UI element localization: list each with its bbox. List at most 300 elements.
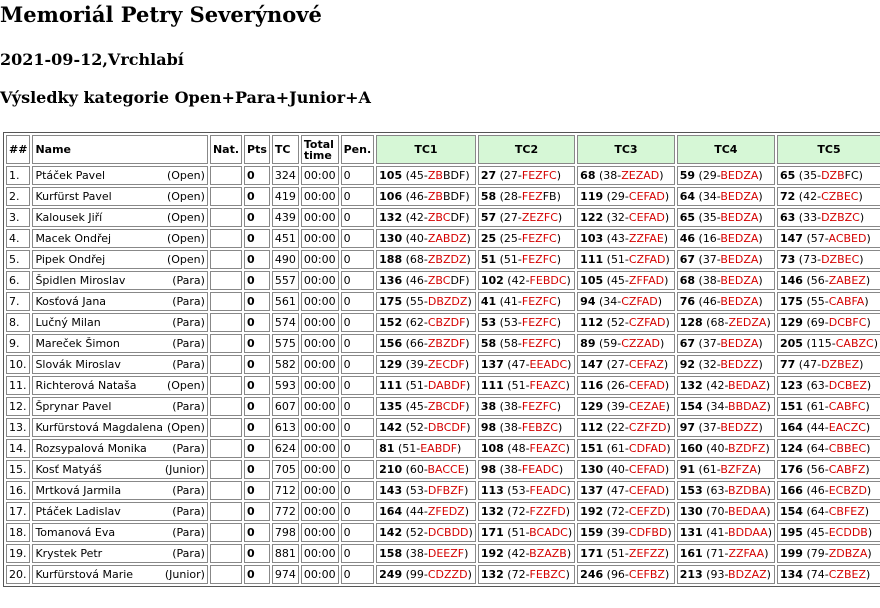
- tc-codes-rest: BDF: [442, 190, 466, 203]
- tc-codes: FEZFC: [521, 337, 557, 350]
- row-tc1: 142 (52-DBCDF): [376, 418, 476, 437]
- row-tc: 582: [272, 355, 299, 374]
- tc-points: 51-: [610, 253, 629, 266]
- competitor-category: (Para): [172, 505, 205, 518]
- row-pts: 0: [244, 460, 270, 479]
- tc-total: 92: [679, 358, 696, 371]
- row-tc: 607: [272, 397, 299, 416]
- tc-codes: ECDDB: [828, 526, 868, 539]
- tc-codes: CABFA: [828, 295, 865, 308]
- row-nat: [210, 250, 242, 269]
- row-pts: 0: [244, 565, 270, 584]
- tc-points: 29-: [702, 169, 721, 182]
- tc-points: 61-: [810, 400, 829, 413]
- table-row: [6, 565, 880, 584]
- tc-total: 142: [379, 421, 403, 434]
- tc-codes: DABDF: [427, 379, 467, 392]
- tc-points: 56-: [810, 274, 829, 287]
- tc-total: 164: [780, 421, 803, 434]
- tc-total: 81: [379, 442, 395, 455]
- tc-points: 99-: [409, 568, 428, 581]
- row-tc4: 160 (40-BZDFZ): [677, 439, 775, 458]
- row-pen: 0: [341, 187, 375, 206]
- tc-codes: ZEZFC: [521, 211, 558, 224]
- tc-codes-rest: DF: [450, 211, 466, 224]
- tc-total: 147: [580, 358, 604, 371]
- row-tc1: 188 (68-ZBZDZ): [376, 250, 476, 269]
- tc-codes: CEFAD: [628, 190, 665, 203]
- row-time: 00:00: [301, 481, 339, 500]
- row-tc3: 171 (51-ZEFZZ): [577, 544, 675, 563]
- row-tc5: 65 (35-DZBFC): [777, 166, 880, 185]
- tc-total: 98: [480, 421, 497, 434]
- row-name-cell: [32, 397, 208, 416]
- tc-codes: FEBZC: [521, 421, 558, 434]
- tc-codes: ZBC: [427, 274, 451, 287]
- tc-points: 38-: [702, 274, 721, 287]
- row-tc1: 156 (66-ZBZDF): [376, 334, 476, 353]
- row-tc: 490: [272, 250, 299, 269]
- tc-total: 176: [780, 463, 803, 476]
- table-row: [6, 355, 880, 374]
- competitor-name: Ptáček Pavel: [35, 169, 106, 182]
- tc-points: 42-: [710, 379, 729, 392]
- row-nat: [210, 418, 242, 437]
- tc-codes: FEADC: [529, 484, 567, 497]
- row-tc4: 153 (63-BZDBA): [677, 481, 775, 500]
- tc-total: 131: [679, 526, 703, 539]
- row-pen: 0: [341, 439, 375, 458]
- tc-points: 45-: [409, 400, 428, 413]
- tc-points: 47-: [511, 358, 530, 371]
- tc-total: 195: [780, 526, 803, 539]
- tc-total: 53: [480, 316, 497, 329]
- row-number: 7.: [6, 292, 30, 311]
- tc-total: 132: [480, 568, 504, 581]
- tc-points: 51-: [409, 379, 428, 392]
- tc-points: 64-: [810, 442, 829, 455]
- tc-total: 130: [580, 463, 604, 476]
- row-tc5: 175 (55-CABFA): [777, 292, 880, 311]
- row-tc5: 146 (56-ZABEZ): [777, 271, 880, 290]
- row-number: 20.: [6, 565, 30, 584]
- tc-codes: BEDZA: [720, 295, 759, 308]
- tc-points: 64-: [810, 505, 829, 518]
- tc-points: 45-: [810, 526, 829, 539]
- tc-points: 59-: [603, 337, 622, 350]
- row-tc: 974: [272, 565, 299, 584]
- tc-total: 41: [480, 295, 497, 308]
- row-tc5: 199 (79-ZDBZA): [777, 544, 880, 563]
- tc-points: 38-: [503, 400, 522, 413]
- row-time: 00:00: [301, 523, 339, 542]
- tc-total: 129: [379, 358, 403, 371]
- tc-codes: BEDZA: [720, 190, 759, 203]
- tc-points: 35-: [803, 169, 822, 182]
- tc-points: 34-: [710, 400, 729, 413]
- row-nat: [210, 355, 242, 374]
- row-tc4: 131 (41-BDDAA): [677, 523, 775, 542]
- row-tc1: 136 (46-ZBCDF): [376, 271, 476, 290]
- tc-total: 175: [780, 295, 803, 308]
- row-pen: 0: [341, 460, 375, 479]
- row-pen: 0: [341, 313, 375, 332]
- row-pts: 0: [244, 418, 270, 437]
- row-tc5: 72 (42-CZBEC): [777, 187, 880, 206]
- col-num: ##: [6, 135, 30, 164]
- tc-points: 39-: [610, 526, 629, 539]
- col-tc5: TC5: [777, 135, 880, 164]
- competitor-name: Krystek Petr: [35, 547, 103, 560]
- tc-codes: BEDZA: [720, 211, 759, 224]
- table-row: [6, 439, 880, 458]
- row-pen: 0: [341, 418, 375, 437]
- tc-total: 249: [379, 568, 403, 581]
- row-tc: 575: [272, 334, 299, 353]
- row-time: 00:00: [301, 397, 339, 416]
- row-pen: 0: [341, 502, 375, 521]
- competitor-category: (Para): [172, 337, 205, 350]
- row-tc5: 195 (45-ECDDB): [777, 523, 880, 542]
- table-row: [6, 250, 880, 269]
- row-tc3: 105 (45-ZFFAD): [577, 271, 675, 290]
- row-nat: [210, 439, 242, 458]
- tc-total: 124: [780, 442, 803, 455]
- tc-points: 34-: [603, 295, 622, 308]
- competitor-name: Tomanová Eva: [35, 526, 116, 539]
- row-number: 11.: [6, 376, 30, 395]
- row-name-cell: [32, 502, 208, 521]
- tc-codes: BEDAZ: [728, 379, 766, 392]
- tc-codes: EEADC: [529, 358, 568, 371]
- row-pen: 0: [341, 376, 375, 395]
- tc-points: 39-: [610, 400, 629, 413]
- tc-codes: CBZDF: [427, 316, 466, 329]
- tc-total: 102: [480, 274, 504, 287]
- row-tc1: 81 (51-EABDF): [376, 439, 476, 458]
- tc-codes: BZDBA: [728, 484, 767, 497]
- row-time: 00:00: [301, 439, 339, 458]
- tc-points: 46-: [702, 295, 721, 308]
- tc-codes: FEBDC: [529, 274, 567, 287]
- row-tc: 798: [272, 523, 299, 542]
- tc-total: 123: [780, 379, 803, 392]
- row-tc3: 119 (29-CEFAD): [577, 187, 675, 206]
- tc-total: 58: [480, 190, 497, 203]
- col-total-time: Total time: [301, 135, 339, 164]
- tc-codes: FEZFC: [521, 169, 557, 182]
- tc-codes: FZZFD: [529, 505, 566, 518]
- tc-points: 39-: [409, 358, 428, 371]
- tc-codes: ZEDZA: [728, 316, 767, 329]
- row-tc1: 111 (51-DABDF): [376, 376, 476, 395]
- row-tc1: 175 (55-DBZDZ): [376, 292, 476, 311]
- tc-codes: EACZC: [828, 421, 866, 434]
- tc-total: 146: [780, 274, 803, 287]
- row-tc4: 154 (34-BBDAZ): [677, 397, 775, 416]
- tc-codes: ZFEDZ: [427, 505, 465, 518]
- row-tc4: 67 (37-BEDZA): [677, 250, 775, 269]
- table-row: [6, 523, 880, 542]
- tc-total: 129: [580, 400, 604, 413]
- tc-total: 130: [679, 505, 703, 518]
- row-tc5: 166 (46-ECBZD): [777, 481, 880, 500]
- tc-codes: CZZAD: [621, 337, 660, 350]
- competitor-category: (Para): [172, 442, 205, 455]
- col-pen: Pen.: [341, 135, 375, 164]
- competitor-category: (Para): [172, 526, 205, 539]
- tc-codes: FEZFC: [521, 253, 557, 266]
- tc-points: 51-: [511, 526, 530, 539]
- row-tc4: 68 (38-BEDZA): [677, 271, 775, 290]
- tc-total: 137: [480, 358, 504, 371]
- tc-codes: DCBFC: [828, 316, 867, 329]
- row-tc: 613: [272, 418, 299, 437]
- tc-points: 72-: [511, 505, 530, 518]
- row-tc4: 92 (32-BEDZZ): [677, 355, 775, 374]
- row-tc: 705: [272, 460, 299, 479]
- tc-total: 89: [580, 337, 596, 350]
- row-tc2: 41 (41-FEZFC): [478, 292, 575, 311]
- tc-total: 153: [679, 484, 703, 497]
- tc-codes: BEDZA: [720, 337, 759, 350]
- tc-codes: ZABEZ: [828, 274, 866, 287]
- tc-points: 45-: [610, 274, 629, 287]
- tc-total: 46: [679, 232, 696, 245]
- tc-points: 46-: [409, 190, 428, 203]
- tc-codes: EABDF: [420, 442, 458, 455]
- row-tc2: 98 (38-FEBZC): [478, 418, 575, 437]
- tc-points: 71-: [710, 547, 729, 560]
- row-number: 15.: [6, 460, 30, 479]
- row-tc5: 151 (61-CABFC): [777, 397, 880, 416]
- tc-points: 53-: [511, 484, 530, 497]
- tc-total: 91: [679, 463, 696, 476]
- row-tc4: 213 (93-BDZAZ): [677, 565, 775, 584]
- row-pen: 0: [341, 292, 375, 311]
- competitor-name: Kurfürst Pavel: [35, 190, 112, 203]
- table-row: [6, 460, 880, 479]
- tc-total: 67: [679, 253, 696, 266]
- row-pts: 0: [244, 481, 270, 500]
- tc-total: 65: [679, 211, 696, 224]
- tc-total: 38: [480, 400, 497, 413]
- tc-codes: CBFEZ: [828, 505, 865, 518]
- row-name-cell: [32, 376, 208, 395]
- tc-codes: FEAZC: [529, 442, 566, 455]
- tc-total: 132: [480, 505, 504, 518]
- tc-points: 16-: [702, 232, 721, 245]
- tc-codes: BEDZA: [720, 253, 759, 266]
- tc-points: 57-: [810, 232, 829, 245]
- tc-points: 63-: [810, 379, 829, 392]
- row-tc4: 59 (29-BEDZA): [677, 166, 775, 185]
- tc-total: 25: [480, 232, 497, 245]
- tc-codes: CZBEZ: [828, 568, 866, 581]
- row-tc2: 98 (38-FEADC): [478, 460, 575, 479]
- row-number: 10.: [6, 355, 30, 374]
- row-time: 00:00: [301, 418, 339, 437]
- tc-codes: CEFAD: [628, 211, 665, 224]
- tc-points: 51-: [503, 253, 522, 266]
- tc-points: 74-: [810, 568, 829, 581]
- tc-total: 161: [679, 547, 703, 560]
- row-number: 12.: [6, 397, 30, 416]
- tc-codes: CEFAD: [628, 463, 665, 476]
- tc-codes: ZB: [427, 169, 443, 182]
- row-tc1: 106 (46-ZBBDF): [376, 187, 476, 206]
- row-tc3: 116 (26-CEFAD): [577, 376, 675, 395]
- competitor-category: (Para): [172, 484, 205, 497]
- row-pen: 0: [341, 565, 375, 584]
- row-tc: 419: [272, 187, 299, 206]
- event-date-place: 2021-09-12,Vrchlabí: [0, 50, 184, 69]
- col-tc: TC: [272, 135, 299, 164]
- row-name-cell: [32, 250, 208, 269]
- row-tc4: 76 (46-BEDZA): [677, 292, 775, 311]
- competitor-category: (Open): [166, 379, 205, 392]
- tc-total: 65: [780, 169, 796, 182]
- tc-codes: FEAZC: [529, 379, 566, 392]
- tc-points: 51-: [402, 442, 421, 455]
- results-table: [3, 132, 880, 587]
- tc-points: 40-: [610, 463, 629, 476]
- row-number: 4.: [6, 229, 30, 248]
- row-pen: 0: [341, 208, 375, 227]
- tc-codes: DEEZF: [427, 547, 465, 560]
- col-nat: Nat.: [210, 135, 242, 164]
- tc-points: 69-: [810, 316, 829, 329]
- row-tc1: 164 (44-ZFEDZ): [376, 502, 476, 521]
- tc-total: 151: [780, 400, 803, 413]
- tc-points: 27-: [503, 211, 522, 224]
- row-tc2: 51 (51-FEZFC): [478, 250, 575, 269]
- tc-total: 134: [780, 568, 803, 581]
- tc-total: 171: [580, 547, 604, 560]
- row-tc1: 152 (62-CBZDF): [376, 313, 476, 332]
- row-tc5: 205 (115-CABZC): [777, 334, 880, 353]
- tc-codes: BACCE: [427, 463, 465, 476]
- row-number: 3.: [6, 208, 30, 227]
- table-header-row: [6, 135, 880, 164]
- tc-points: 44-: [810, 421, 829, 434]
- row-pts: 0: [244, 502, 270, 521]
- competitor-name: Macek Ondřej: [35, 232, 112, 245]
- tc-codes-rest: FB: [542, 190, 557, 203]
- tc-codes: ACBED: [828, 232, 867, 245]
- tc-points: 58-: [503, 337, 522, 350]
- row-time: 00:00: [301, 334, 339, 353]
- tc-points: 32-: [702, 358, 721, 371]
- tc-codes: BEDZA: [720, 232, 759, 245]
- tc-codes: CEFZD: [628, 505, 666, 518]
- table-row: [6, 271, 880, 290]
- tc-codes: CZBEC: [821, 190, 859, 203]
- tc-codes: CEZAE: [628, 400, 666, 413]
- row-nat: [210, 208, 242, 227]
- tc-total: 205: [780, 337, 803, 350]
- competitor-name: Kalousek Jiří: [35, 211, 103, 224]
- row-tc1: 135 (45-ZBCDF): [376, 397, 476, 416]
- row-number: 6.: [6, 271, 30, 290]
- competitor-name: Mareček Šimon: [35, 337, 120, 350]
- row-pen: 0: [341, 523, 375, 542]
- row-tc: 772: [272, 502, 299, 521]
- tc-total: 63: [780, 211, 796, 224]
- row-time: 00:00: [301, 208, 339, 227]
- competitor-category: (Junior): [164, 463, 205, 476]
- tc-codes: BEDZA: [720, 274, 759, 287]
- competitor-name: Slovák Miroslav: [35, 358, 121, 371]
- tc-codes: CABFZ: [828, 463, 866, 476]
- tc-codes: CABFC: [828, 400, 866, 413]
- competitor-category: (Open): [166, 190, 205, 203]
- competitor-name: Kurfürstová Marie: [35, 568, 134, 581]
- tc-codes: ZABDZ: [427, 232, 467, 245]
- row-number: 1.: [6, 166, 30, 185]
- row-tc3: 192 (72-CEFZD): [577, 502, 675, 521]
- row-nat: [210, 271, 242, 290]
- row-number: 19.: [6, 544, 30, 563]
- tc-points: 28-: [503, 190, 522, 203]
- row-tc2: 25 (25-FEZFC): [478, 229, 575, 248]
- tc-total: 113: [480, 484, 504, 497]
- table-row: [6, 292, 880, 311]
- competitor-category: (Para): [172, 400, 205, 413]
- tc-codes: BEDAA: [728, 505, 767, 518]
- tc-total: 135: [379, 400, 403, 413]
- tc-points: 35-: [702, 211, 721, 224]
- row-tc5: 134 (74-CZBEZ): [777, 565, 880, 584]
- tc-total: 188: [379, 253, 403, 266]
- tc-codes: ZEFZZ: [628, 547, 665, 560]
- tc-codes: ECBZD: [828, 484, 867, 497]
- col-tc2: TC2: [478, 135, 575, 164]
- tc-points: 37-: [702, 253, 721, 266]
- tc-total: 106: [379, 190, 403, 203]
- tc-total: 103: [580, 232, 604, 245]
- row-pen: 0: [341, 481, 375, 500]
- tc-points: 70-: [710, 505, 729, 518]
- row-pts: 0: [244, 313, 270, 332]
- tc-points: 52-: [409, 526, 428, 539]
- tc-total: 130: [379, 232, 403, 245]
- tc-points: 42-: [511, 547, 530, 560]
- row-tc1: 249 (99-CDZZD): [376, 565, 476, 584]
- tc-codes: CEFAZ: [628, 358, 664, 371]
- tc-points: 37-: [702, 337, 721, 350]
- tc-total: 111: [379, 379, 403, 392]
- tc-codes: ZZFAE: [628, 232, 664, 245]
- tc-total: 27: [480, 169, 497, 182]
- row-pen: 0: [341, 250, 375, 269]
- row-nat: [210, 565, 242, 584]
- table-row: [6, 313, 880, 332]
- tc-codes: DFBZF: [427, 484, 465, 497]
- tc-points: 40-: [710, 442, 729, 455]
- tc-codes: ZBCDF: [427, 400, 466, 413]
- tc-total: 94: [580, 295, 596, 308]
- tc-points: 63-: [710, 484, 729, 497]
- row-time: 00:00: [301, 460, 339, 479]
- tc-points: 115-: [810, 337, 836, 350]
- row-tc4: 161 (71-ZZFAA): [677, 544, 775, 563]
- tc-total: 192: [480, 547, 504, 560]
- row-pts: 0: [244, 544, 270, 563]
- tc-points: 48-: [511, 442, 530, 455]
- tc-points: 79-: [810, 547, 829, 560]
- col-tc3: TC3: [577, 135, 675, 164]
